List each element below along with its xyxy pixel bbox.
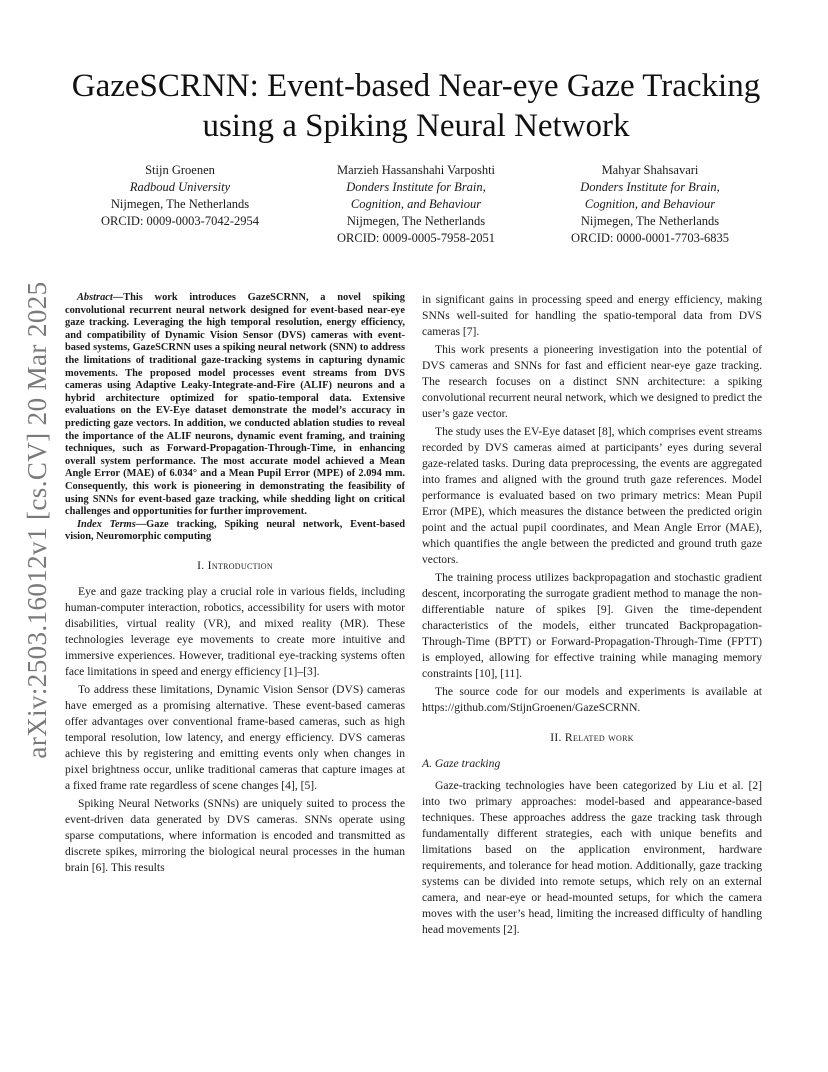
author-location: Nijmegen, The Netherlands (580, 214, 720, 228)
author-2 (296, 162, 536, 247)
author-orcid: ORCID: 0009-0005-7958-2051 (337, 231, 495, 245)
author-name: Stijn Groenen (145, 163, 215, 177)
section-heading: II. Related work (550, 731, 634, 744)
paragraph: The study uses the EV-Eye dataset [8], which comprises event streams recorded by DVS cameras aimed at participants’ eyes during several gaze-related tasks. During data preprocessing, the events are aggregated into frames and aligned with the ground truth gaze references. Model performance is evaluated based on two primary metrics: Mean Pupil Error (MPE), which measures the distance between the predicted origin point and the actual pupil coordinates, and Mean Angle Error (MAE), which quantifies the angle between the predicted and ground truth gaze vectors. (422, 425, 763, 566)
index-terms (65, 519, 405, 544)
author-name: Marzieh Hassanshahi Varposhti (336, 163, 496, 177)
paragraph: Spiking Neural Networks (SNNs) are uniquely suited to process the event-driven data generated by DVS cameras. SNNs operate using sparse computations, where information is encoded and transmitted as discrete spikes, mirroring the biological neural processes in the human brain [6]. This results (65, 796, 405, 874)
author-orcid: ORCID: 0009-0003-7042-2954 (101, 214, 259, 228)
author-1 (60, 162, 300, 230)
paragraph: The training process utilizes backpropagation and stochastic gradient descent, incorporating the surrogate gradient method to manage the non-differentiable nature of spikes [9]. Given the time-dependent characteristics of the models, either truncated Backpropagation-Through-Time (BPTT) or Forward-Propagation-Through-Time (FPTT) is employed, allowing for effective training while managing memory constraints [10], [11]. (422, 571, 762, 680)
paragraph: This work presents a pioneering investigation into the potential of DVS cameras and SNNs for fast and efficient near-eye gaze tracking. The research focuses on a distinct SNN architecture: a spiking convolutional recurrent neural network, which we designed to predict the user’s gaze vector. (422, 343, 762, 420)
author-location: Nijmegen, The Netherlands (110, 197, 250, 211)
left-column (65, 292, 405, 878)
author-orcid: ORCID: 0000-0001-7703-6835 (571, 231, 729, 245)
author-location: Nijmegen, The Netherlands (346, 214, 486, 228)
index-terms-lead: Index Terms (77, 518, 136, 530)
author-name: Mahyar Shahsavari (601, 163, 699, 177)
author-3 (530, 162, 770, 247)
paragraph: Gaze-tracking technologies have been categorized by Liu et al. [2] into two primary approaches: model-based and appearance-based techniques. These approaches address the gaze tracking task through fundamentally different strategies, each with unique benefits and limitations based on the application environment, hardware requirements, and tolerance for head motion. Additionally, gaze tracking systems can be divided into remote setups, which rely on an external camera, and near-eye or head-mounted setups, for which the camera moves with the user’s head, limiting the increased difficulty of handling head movements [2]. (422, 779, 762, 936)
author-affiliation: Radboud University (129, 180, 231, 194)
author-affiliation: Donders Institute for Brain, Cognition, and Behaviour (580, 180, 720, 211)
paper-title: GazeSCRNN: Event-based Near-eye Gaze Tracking using a Spiking Neural Network (71, 68, 761, 144)
abstract-lead: Abstract (77, 292, 113, 303)
paragraph: Eye and gaze tracking play a crucial role in various fields, including human-computer interaction, robotics, accessibility for users with motor disabilities, virtual reality (VR), and mixed reality (MR). These technologies leverage eye movements to create more intuitive and immersive experiences. However, traditional eye-tracking systems often face limitations in speed and energy efficiency [1]–[3]. (65, 584, 405, 678)
subsection-heading: A. Gaze tracking (422, 757, 501, 770)
abstract (65, 292, 405, 519)
arxiv-stamp: arXiv:2503.16012v1 [cs.CV] 20 Mar 2025 (22, 281, 52, 759)
paragraph: The source code for our models and experiments is available at https://github.com/StijnGroenen/GazeSCRNN. (422, 685, 762, 714)
index-terms-text: —Gaze tracking, Spiking neural network, Event-based vision, Neuromorphic computing (65, 518, 405, 543)
paragraph: To address these limitations, Dynamic Vision Sensor (DVS) cameras have emerged as a promising alternative. These event-based cameras offer advantages over conventional frame-based cameras, such as high temporal resolution, low latency, and energy efficiency. DVS cameras achieve this by registering and emitting events only when changes in pixel brightness occur, unlike traditional cameras that capture images at a fixed frame rate regardless of scene changes [4], [5]. (65, 682, 405, 792)
paragraph: in significant gains in processing speed and energy efficiency, making SNNs well-suited for handling the spatio-temporal data from DVS cameras [7]. (422, 293, 762, 338)
right-column (422, 292, 762, 940)
author-affiliation: Donders Institute for Brain, Cognition, and Behaviour (346, 180, 486, 211)
abstract-text: —This work introduces GazeSCRNN, a novel spiking convolutional recurrent neural network designed for event-based near-eye gaze tracking. Leveraging the high temporal resolution, energy efficiency, and compatibility of Dynamic Vision Sensor (DVS) cameras with event-based systems, GazeSCRNN uses a spiking neural network (SNN) to address the limitations of traditional gaze-tracking systems in capturing dynamic movements. The proposed model processes event streams from DVS cameras using Adaptive Leaky-Integrate-and-Fire (ALIF) neurons and a hybrid architecture optimized for spatio-temporal data. Extensive evaluations on the EV-Eye dataset demonstrate the model’s accuracy in predicting gaze vectors. In addition, we conducted ablation studies to reveal the importance of the ALIF neurons, dynamic event framing, and training techniques, such as Forward-Propagation-Through-Time, in enhancing overall system performance. The most accurate model achieved a Mean Angle Error (MAE) of 6.034° and a Mean Pupil Error (MPE) of 2.094 mm. Consequently, this work is pioneering in demonstrating the feasibility of using SNNs for event-based gaze tracking, while shedding light on critical challenges and opportunities for further improvement. (65, 292, 405, 518)
section-heading: I. Introduction (197, 558, 273, 572)
